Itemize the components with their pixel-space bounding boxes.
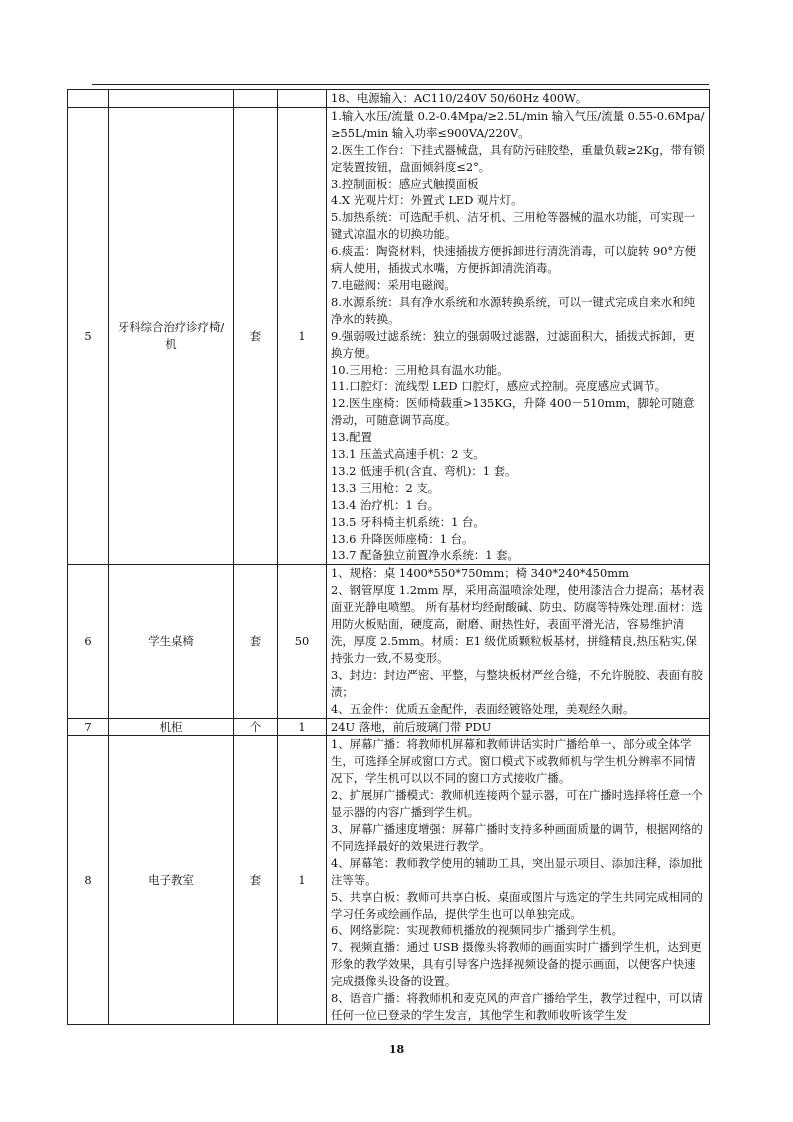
spec-line: 13.1 压盖式高速手机：2 支。 — [331, 447, 485, 462]
item-quantity: 1 — [278, 718, 327, 736]
item-unit: 套 — [234, 107, 278, 564]
spec-line: 1、规格：桌 1400*550*750mm；椅 340*240*450mm — [331, 566, 629, 581]
item-unit: 套 — [234, 736, 278, 1024]
spec-line: 6.痰盂：陶瓷材料，快速插拔方便拆卸进行清洗消毒，可以旋转 90°方便病人使用，插拔式水嘴，方便拆卸清洗消毒。 — [331, 244, 697, 276]
spec-line: 13.2 低速手机(含直、弯机)：1 套。 — [331, 463, 517, 478]
spec-line: 8、语音广播：将教师机和麦克风的声音广播给学生，教学过程中，可以请任何一位已登录的学生发言，其他学生和教师收听该学生发 — [331, 991, 703, 1022]
item-specification — [327, 718, 710, 736]
item-specification — [327, 90, 710, 108]
spec-line: 11.口腔灯：流线型 LED 口腔灯，感应式控制。亮度感应式调节。 — [331, 379, 667, 394]
spec-line: 6、网络影院：实现教师机播放的视频同步广播到学生机。 — [331, 923, 624, 938]
spec-line: 2、扩展屏广播模式：教师机连接两个显示器，可在广播时选择将任意一个显示器的内容广播到学生机。 — [331, 788, 703, 820]
item-number: 6 — [68, 565, 109, 718]
spec-line: 3.控制面板：感应式触摸面板 — [331, 176, 479, 191]
spec-line: 4、屏幕笔：教师教学使用的辅助工具，突出显示项目、添加注释，添加批注等等。 — [331, 855, 703, 887]
item-name: 学生桌椅 — [109, 565, 234, 718]
item-quantity: 1 — [278, 736, 327, 1024]
spec-line: 9.强弱吸过滤系统：独立的强弱吸过滤器，过滤面积大，插拔式拆卸，更换方便。 — [331, 328, 695, 360]
spec-line: 3、屏幕广播速度增强：屏幕广播时支持多种画面质量的调节，根据网络的不同选择最好的效果进行教学。 — [331, 821, 703, 853]
spec-line: 1.输入水压/流量 0.2-0.4Mpa/≥2.5L/min 输入气压/流量 0.55-0.6Mpa/≥55L/min 输入功率≤900VA/220V。 — [331, 108, 705, 140]
item-name: 牙科综合治疗诊疗椅/机 — [109, 107, 234, 564]
spec-line: 5.加热系统：可选配手机、洁牙机、三用枪等器械的温水功能，可实现一键式凉温水的切换功能。 — [331, 210, 695, 242]
spec-line: 13.配置 — [331, 430, 372, 445]
spec-line: 7.电磁阀：采用电磁阀。 — [331, 277, 456, 292]
item-unit — [234, 90, 278, 108]
spec-line: 10.三用枪：三用枪具有温水功能。 — [331, 362, 509, 377]
spec-line: 13.4 治疗机：1 台。 — [331, 497, 440, 512]
spec-line: 3、封边：封边严密、平整，与整块板材严丝合缝，不允许脱胶、表面有胶渍； — [331, 667, 703, 699]
item-unit: 套 — [234, 565, 278, 718]
item-name: 电子教室 — [109, 736, 234, 1024]
equipment-spec-table — [67, 89, 710, 1025]
item-number: 8 — [68, 736, 109, 1024]
item-specification — [327, 565, 710, 718]
spec-line: 4、五金件：优质五金配件，表面经镀铬处理，美观经久耐。 — [331, 701, 635, 716]
header-rule — [92, 84, 709, 85]
spec-line: 8.水源系统：具有净水系统和水源转换系统，可以一键式完成自来水和纯净水的转换。 — [331, 294, 695, 326]
table-row — [68, 736, 710, 1024]
spec-line: 13.7 配备独立前置净水系统：1 套。 — [331, 548, 519, 563]
table-row — [68, 565, 710, 718]
table-row — [68, 718, 710, 736]
spec-line: 4.X 光观片灯：外置式 LED 观片灯。 — [331, 193, 523, 208]
item-quantity — [278, 90, 327, 108]
spec-line: 2、钢管厚度 1.2mm 厚，采用高温喷涂处理，使用漆洁合力提高；基材表面亚光静电喷塑。 所有基材均经耐酸碱、防虫、防腐等特殊处理.面材：选用防火板贴面，硬度高，耐磨、耐热性好，表面平滑光洁，容易维护清洗，厚度 2.5mm。材质：E1 级优质颗粒板基材，拼缝精良,热压粘实,保持张力一致,不易变形。 — [331, 583, 705, 665]
item-specification — [327, 107, 710, 564]
spec-line: 12.医生座椅：医师椅载重>135KG，升降 400－510mm，脚轮可随意滑动，可随意调节高度。 — [331, 396, 695, 428]
spec-line: 1、屏幕广播：将教师机屏幕和教师讲话实时广播给单一、部分或全体学生，可选择全屏或窗口方式。窗口模式下或教师机与学生机分辨率不同情况下，学生机可以以不同的窗口方式接收广播。 — [331, 737, 696, 786]
spec-line: 5、共享白板：教师可共享白板、桌面或图片与选定的学生共同完成相同的学习任务或绘画作品，提供学生也可以单独完成。 — [331, 889, 703, 921]
item-name: 机柜 — [109, 718, 234, 736]
spec-line: 13.5 牙科椅主机系统：1 台。 — [331, 514, 485, 529]
item-specification — [327, 736, 710, 1024]
spec-line: 24U 落地，前后玻璃门带 PDU — [331, 719, 492, 734]
item-name — [109, 90, 234, 108]
spec-line: 18、电源输入：AC110/240V 50/60Hz 400W。 — [331, 91, 588, 105]
item-number: 7 — [68, 718, 109, 736]
item-number — [68, 90, 109, 108]
spec-line: 13.3 三用枪：2 支。 — [331, 480, 440, 495]
spec-line: 13.6 升降医师座椅：1 台。 — [331, 531, 474, 546]
spec-line: 2.医生工作台：下挂式器械盘，具有防污硅胶垫，重量负载≥2Kg，带有锁定装置按钮，盘面倾斜度≤2°。 — [331, 142, 705, 174]
item-quantity: 1 — [278, 107, 327, 564]
table-row — [68, 90, 710, 108]
item-quantity: 50 — [278, 565, 327, 718]
item-number: 5 — [68, 107, 109, 564]
table-body — [68, 90, 710, 1025]
table-row — [68, 107, 710, 564]
page-number: 18 — [388, 1043, 405, 1056]
spec-line: 7、视频直播：通过 USB 摄像头将教师的画面实时广播到学生机，达到更形象的教学效果，具有引导客户选择视频设备的提示画面，以便客户快速完成摄像头设备的设置。 — [331, 940, 702, 989]
item-unit: 个 — [234, 718, 278, 736]
